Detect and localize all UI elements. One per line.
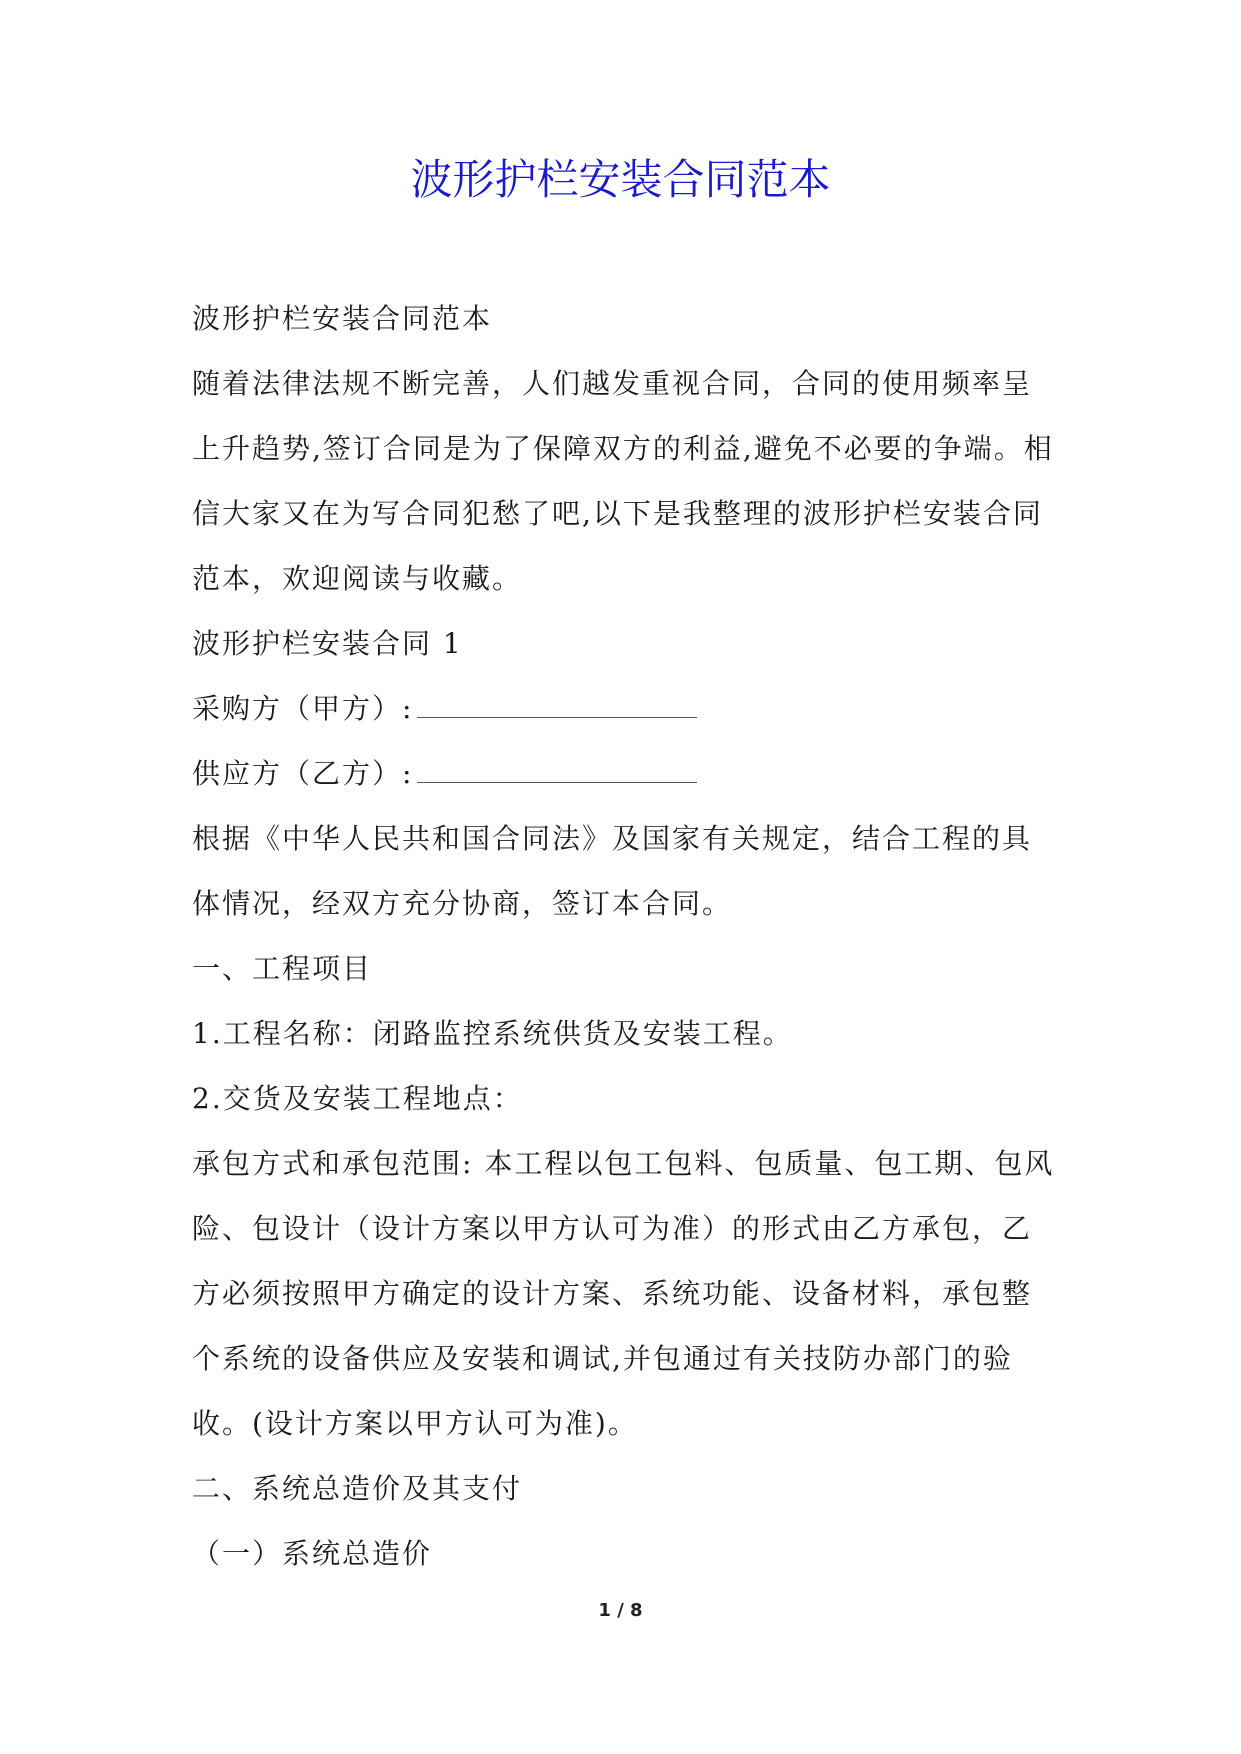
document-body bbox=[192, 286, 1060, 1586]
party-b-line bbox=[192, 741, 1060, 806]
page-number: 1 / 8 bbox=[598, 1600, 643, 1621]
subsection-heading-total-price: （一）系统总造价 bbox=[192, 1537, 433, 1570]
party-b-blank bbox=[417, 760, 697, 783]
party-a-blank bbox=[417, 695, 697, 718]
party-a-label: 采购方（甲方）: bbox=[192, 692, 414, 725]
contract-heading: 波形护栏安装合同 1 bbox=[192, 627, 463, 660]
project-name-item: 1.工程名称：闭路监控系统供货及安装工程。 bbox=[192, 1017, 793, 1050]
section-heading-project: 一、工程项目 bbox=[192, 952, 373, 985]
document-title: 波形护栏安装合同范本 bbox=[410, 155, 831, 204]
basis-paragraph: 根据《中华人民共和国合同法》及国家有关规定，结合工程的具体情况，经双方充分协商，签订本合同。 bbox=[192, 822, 1033, 920]
subtitle-paragraph: 波形护栏安装合同范本 bbox=[192, 302, 493, 335]
project-location-item: 2.交货及安装工程地点： bbox=[192, 1082, 523, 1115]
contract-scope-paragraph: 承包方式和承包范围: 本工程以包工包料、包质量、包工期、包风险、包设计（设计方案以甲方认可为准）的形式由乙方承包，乙方必须按照甲方确定的设计方案、系统功能、设备材料，承包整个系统的设备供应及安装和调试,并包通过有关技防办部门的验收。(设计方案以甲方认可为准)。 bbox=[192, 1147, 1055, 1440]
party-a-line bbox=[192, 676, 1060, 741]
party-b-label: 供应方（乙方）: bbox=[192, 757, 414, 790]
intro-paragraph: 随着法律法规不断完善，人们越发重视合同，合同的使用频率呈上升趋势,签订合同是为了保障双方的利益,避免不必要的争端。相信大家又在为写合同犯愁了吧,以下是我整理的波形护栏安装合同范本，欢迎阅读与收藏。 bbox=[192, 367, 1054, 595]
section-heading-price: 二、系统总造价及其支付 bbox=[192, 1472, 523, 1505]
